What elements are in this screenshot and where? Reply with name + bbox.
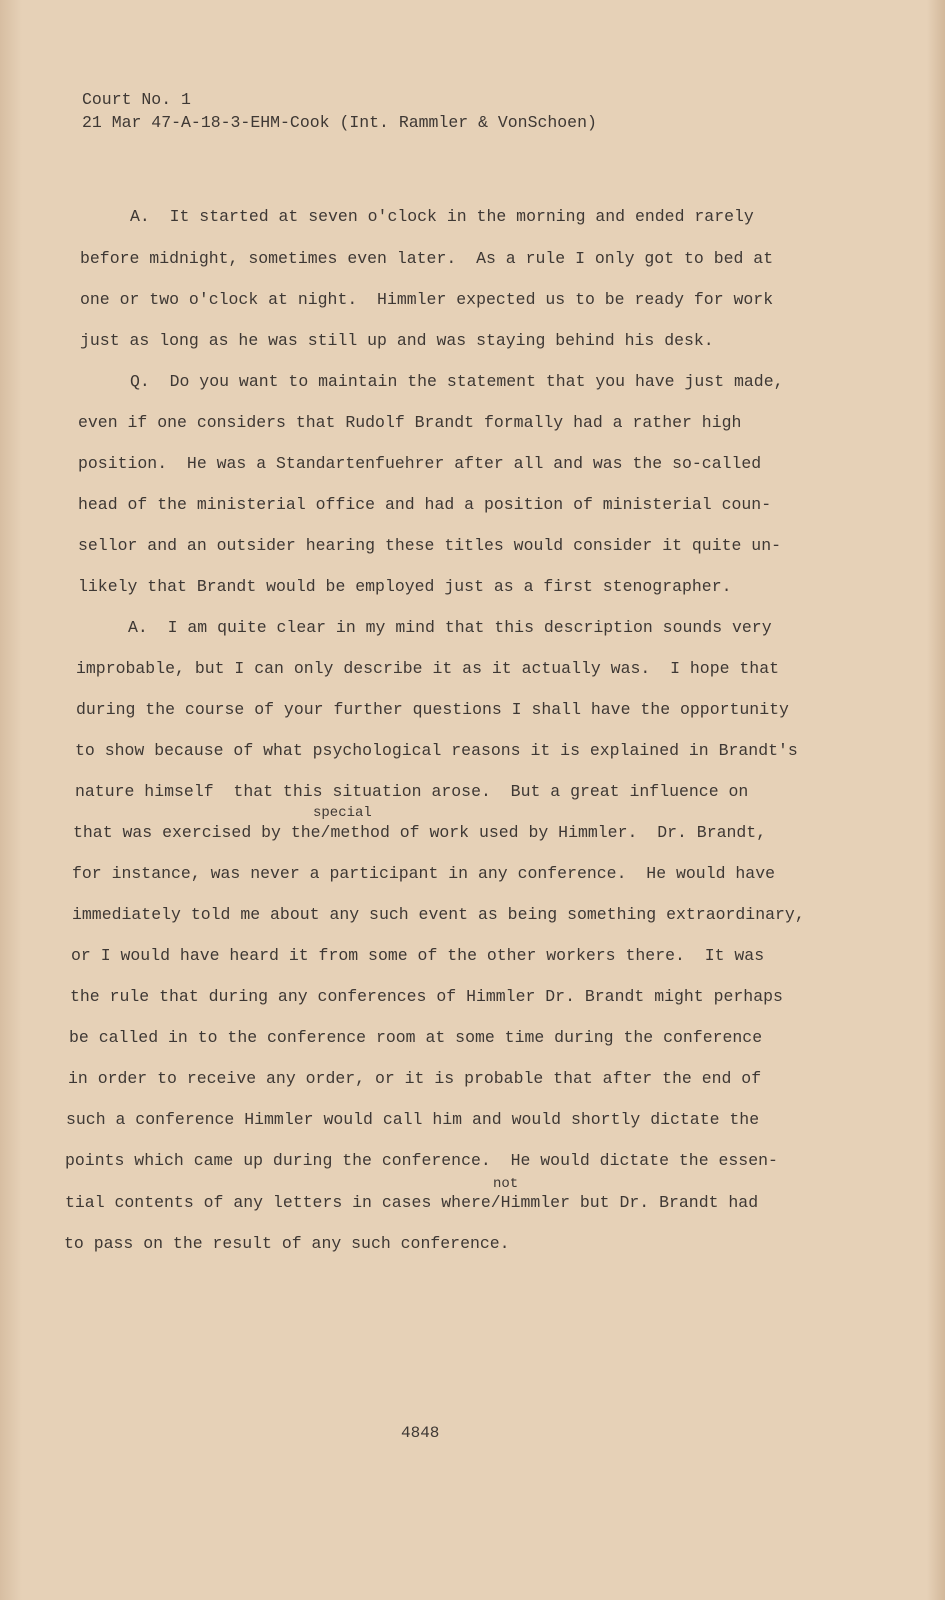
text-line: A. I am quite clear in my mind that this description sounds very [128, 618, 772, 637]
document-header [82, 88, 597, 134]
text-line: in order to receive any order, or it is probable that after the end of [68, 1069, 762, 1088]
text-line: during the course of your further questions I shall have the opportunity [76, 700, 789, 719]
text-line: Q. Do you want to maintain the statement that you have just made, [130, 372, 784, 391]
handwritten-insert-special: special [313, 805, 372, 821]
text-line: A. It started at seven o'clock in the morning and ended rarely [130, 207, 754, 226]
text-line: points which came up during the conference. He would dictate the essen- [65, 1151, 778, 1170]
text-line: or I would have heard it from some of the other workers there. It was [71, 946, 765, 965]
handwritten-insert-not: not [493, 1176, 519, 1192]
text-line: nature himself that this situation arose. But a great influence on [75, 782, 749, 801]
text-line: position. He was a Standartenfuehrer after all and was the so-called [78, 454, 762, 473]
text-line: likely that Brandt would be employed just as a first stenographer. [78, 577, 732, 596]
text-line: be called in to the conference room at some time during the conference [69, 1028, 763, 1047]
text-line: even if one considers that Rudolf Brandt formally had a rather high [78, 413, 742, 432]
reference-line: 21 Mar 47-A-18-3-EHM-Cook (Int. Rammler & VonSchoen) [82, 113, 597, 132]
text-line: one or two o'clock at night. Himmler expected us to be ready for work [80, 290, 774, 309]
text-line: for instance, was never a participant in any conference. He would have [72, 864, 776, 883]
text-line: immediately told me about any such event as being something extraordinary, [72, 905, 805, 924]
text-line: the rule that during any conferences of Himmler Dr. Brandt might perhaps [70, 987, 783, 1006]
text-line: such a conference Himmler would call him and would shortly dictate the [66, 1110, 760, 1129]
text-line: improbable, but I can only describe it as it actually was. I hope that [76, 659, 780, 678]
text-line: sellor and an outsider hearing these titles would consider it quite un- [78, 536, 782, 555]
text-line: just as long as he was still up and was staying behind his desk. [80, 331, 714, 350]
text-line: head of the ministerial office and had a position of ministerial coun- [78, 495, 772, 514]
text-line: before midnight, sometimes even later. As a rule I only got to bed at [80, 249, 774, 268]
page-number: 4848 [401, 1424, 440, 1442]
text-line: that was exercised by the/method of work used by Himmler. Dr. Brandt, [73, 823, 767, 842]
court-number: Court No. 1 [82, 90, 191, 109]
text-line: to show because of what psychological reasons it is explained in Brandt's [75, 741, 798, 760]
text-line: to pass on the result of any such conference. [64, 1234, 510, 1253]
text-line: tial contents of any letters in cases where/Himmler but Dr. Brandt had [65, 1193, 759, 1212]
